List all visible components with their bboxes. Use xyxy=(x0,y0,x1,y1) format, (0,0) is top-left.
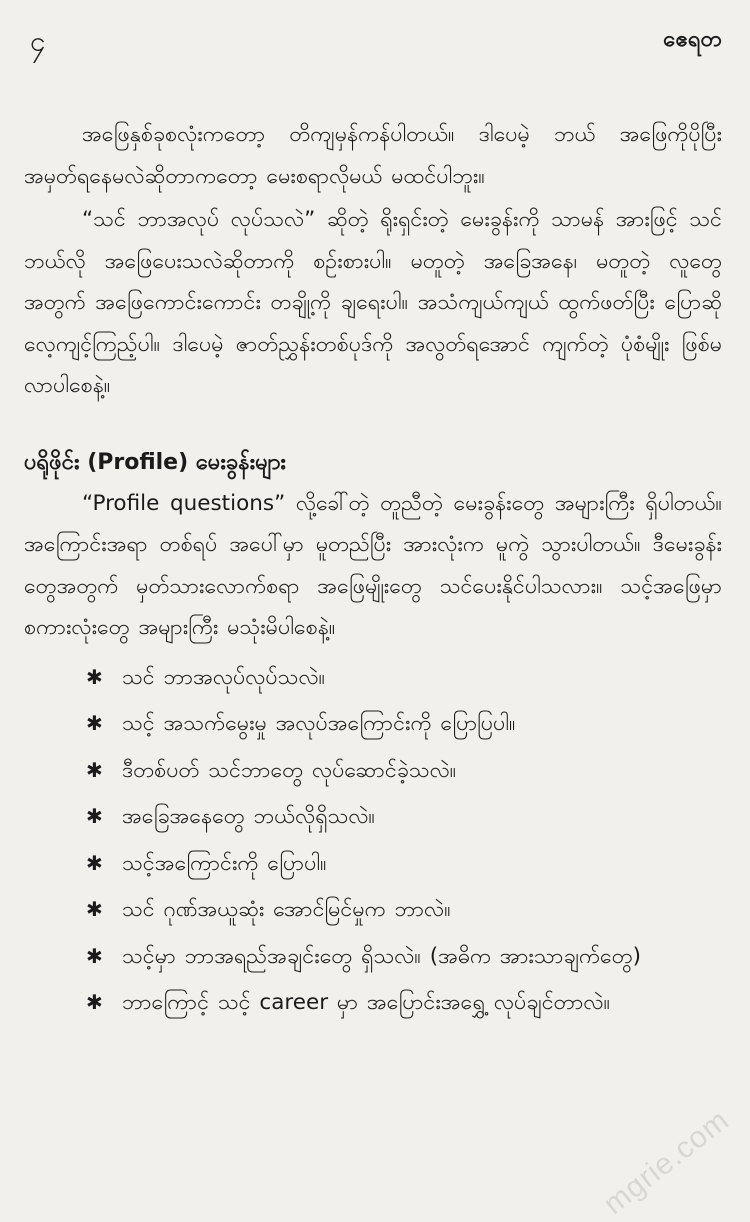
bullet-icon: ✱ xyxy=(86,943,103,968)
section-intro-paragraph: “Profile questions” လို့ခေါ်တဲ့ တူညီတဲ့ မေးခွန်းတွေ အများကြီး ရှိပါတယ်။ အကြောင်းအရာ တစ်ရပ် အပေါ်မှာ မူတည်ပြီး အားလုံးက မူကွဲ သွားပါတယ်။ ဒီမေးခွန်းတွေအတွက် မှတ်သားလောက်စရာ အဖြေမျိုးတွေ သင်ပေးနိုင်ပါသလား။ သင့်အဖြေမှာ စကားလုံးတွေ အများကြီး မသုံးမိပါစေနဲ့။ xyxy=(24,490,722,640)
page-header xyxy=(24,22,722,72)
watermark: mgrie.com xyxy=(597,1103,736,1221)
bullet-icon: ✱ xyxy=(86,850,103,875)
list-item xyxy=(86,982,722,1024)
list-item xyxy=(86,843,722,885)
paragraph: အဖြေနှစ်ခုစလုံးကတော့ တိကျမှန်ကန်ပါတယ်။ ဒါပေမဲ့ ဘယ် အဖြေကိုပိုပြီး အမှတ်ရနေမလဲဆိုတာကတော့ မေးစရာလိုမယ် မထင်ပါဘူး။ xyxy=(24,122,722,189)
page-number: ၄ xyxy=(30,25,46,58)
question-text: သင် ဘာအလုပ်လုပ်သလဲ။ xyxy=(122,664,326,690)
list-item xyxy=(86,796,722,838)
list-item xyxy=(86,889,722,931)
section-heading: ပရိုဖိုင်း (Profile) မေးခွန်းများ xyxy=(24,449,286,475)
running-title: ဧေရတ xyxy=(663,27,722,52)
list-item xyxy=(86,936,722,978)
bullet-icon: ✱ xyxy=(86,804,103,828)
question-text: သင် ဂုဏ်အယူဆုံး အောင်မြင်မှုက ဘာလဲ။ xyxy=(122,897,451,922)
bullet-icon: ✱ xyxy=(86,664,103,689)
question-text: ဘာကြောင့် သင့် career မှာ အပြောင်းအရွှေ့ လုပ်ချင်တာလဲ။ xyxy=(122,990,611,1015)
list-item xyxy=(86,703,722,745)
question-text: အခြေအနေတွေ ဘယ်လိုရှိသလဲ။ xyxy=(122,804,376,829)
question-text: ဒီတစ်ပတ် သင်ဘာတွေ လုပ်ဆောင်ခဲ့သလဲ။ xyxy=(122,757,457,783)
bullet-icon: ✱ xyxy=(86,897,103,921)
question-text: သင့်မှာ ဘာအရည်အချင်းတွေ ရှိသလဲ။ (အဓိက အားသာချက်တွေ) xyxy=(122,943,642,969)
bullet-icon: ✱ xyxy=(86,757,103,782)
bullet-icon: ✱ xyxy=(86,990,103,1014)
list-item xyxy=(86,750,722,792)
bullet-icon: ✱ xyxy=(86,711,103,735)
question-list xyxy=(24,657,722,1024)
question-text: သင့် အသက်မွေးမှု အလုပ်အကြောင်းကို ပြောပြပါ။ xyxy=(122,711,516,736)
paragraph: “သင် ဘာအလုပ် လုပ်သလဲ” ဆိုတဲ့ ရိုးရှင်းတဲ့ မေးခွန်းကို သာမန် အားဖြင့် သင် ဘယ်လို အဖြေပေးသလဲဆိုတာကို စဉ်းစားပါ။ မတူတဲ့ အခြေအနေ၊ မတူတဲ့ လူတွေအတွက် အဖြေကောင်းကောင်း တချို့ကို ချရေးပါ။ အသံကျယ်ကျယ် ထွက်ဖတ်ပြီး ပြောဆိုလေ့ကျင့်ကြည့်ပါ။ ဒါပေမဲ့ ဇာတ်ညွှန်းတစ်ပုဒ်ကို အလွတ်ရအောင် ကျက်တဲ့ ပုံစံမျိုး ဖြစ်မလာပါစေနဲ့။ xyxy=(24,207,722,398)
question-text: သင့်အကြောင်းကို ပြောပါ။ xyxy=(122,850,327,876)
list-item xyxy=(86,657,722,699)
